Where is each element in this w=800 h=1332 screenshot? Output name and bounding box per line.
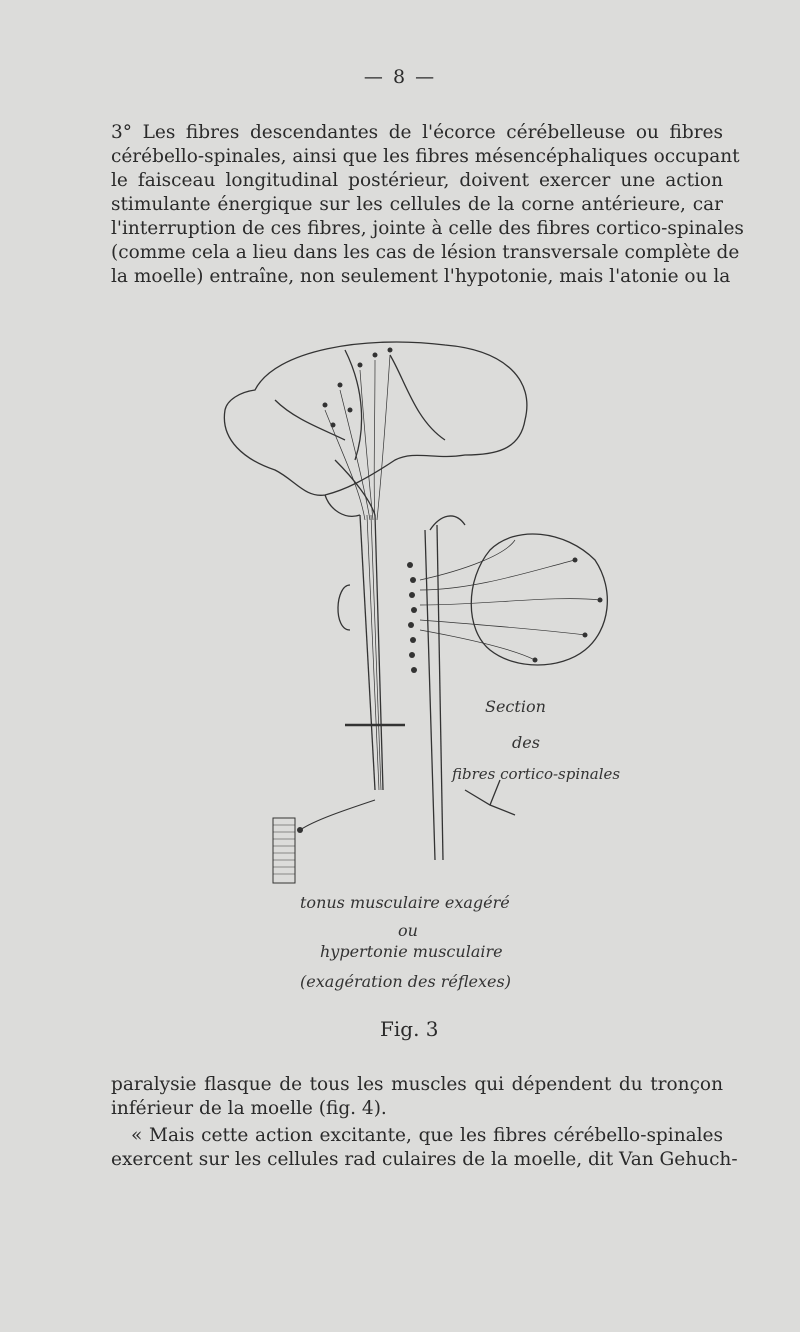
text-line: cérébello-spinales, ainsi que les fibres mésencéphaliques occupant (111, 146, 740, 167)
text-line: l'interruption de ces fibres, jointe à celle des fibres cortico-spinales (111, 218, 744, 239)
text-line: exercent sur les cellules rad culaires de la moelle, dit Van Gehuch- (111, 1149, 738, 1170)
annotation-des: des (512, 733, 540, 752)
figure-3-drawing (215, 330, 635, 890)
text-line: 3° Les fibres descendantes de l'écorce cérébelleuse ou fibres (111, 122, 723, 143)
text-line: le faisceau longitudinal postérieur, doivent exercer une action (111, 170, 723, 191)
paragraph-2 (111, 1073, 723, 1121)
paragraph-3 (111, 1124, 738, 1172)
annotation-tonus: tonus musculaire exagéré (300, 893, 510, 912)
annotation-hypertonie: hypertonie musculaire (320, 942, 503, 961)
text-line: « Mais cette action excitante, que les fibres cérébello-spinales (131, 1125, 723, 1146)
text-line: (comme cela a lieu dans les cas de lésion transversale complète de (111, 242, 740, 263)
annotation-fibres-cortico-spinales: fibres cortico-spinales (452, 765, 621, 783)
text-line: la moelle) entraîne, non seulement l'hypotonie, mais l'atonie ou la (111, 266, 731, 287)
text-line: stimulante énergique sur les cellules de la corne antérieure, car (111, 194, 723, 215)
annotation-section: Section (485, 697, 546, 716)
paragraph-1 (111, 121, 744, 289)
text-line: paralysie flasque de tous les muscles qui dépendent du tronçon (111, 1074, 723, 1095)
page-number: — 8 — (363, 66, 437, 88)
cerebellum-spinal-cord-diagram (215, 330, 635, 890)
annotation-ou: ou (398, 921, 418, 940)
figure-caption: Fig. 3 (380, 1017, 439, 1041)
text-line: inférieur de la moelle (fig. 4). (111, 1098, 387, 1119)
annotation-exageration: (exagération des réflexes) (300, 972, 511, 991)
